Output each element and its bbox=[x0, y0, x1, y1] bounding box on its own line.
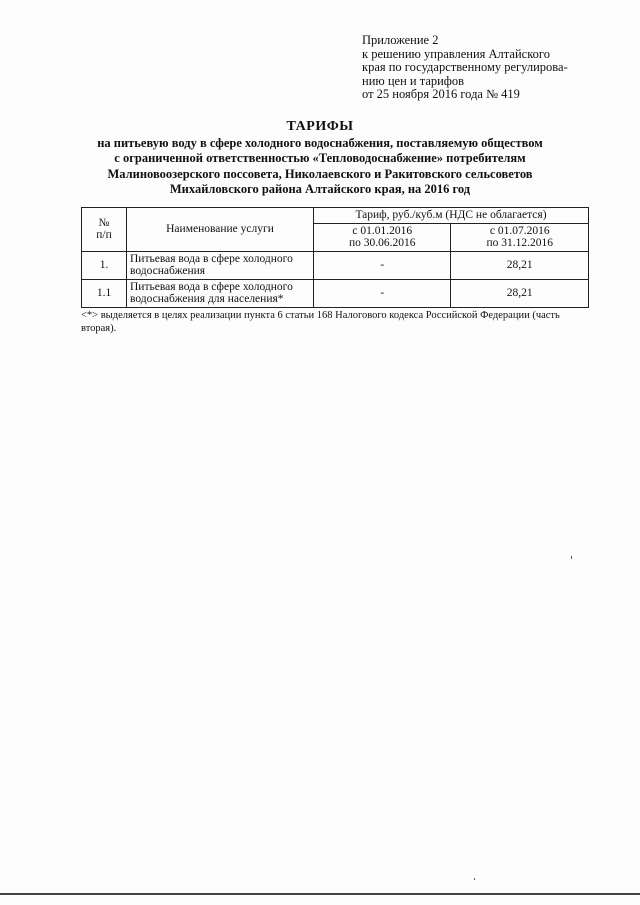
document-title bbox=[60, 118, 580, 197]
header-num: № п/п bbox=[82, 208, 127, 252]
row-service-name: Питьевая вода в сфере холодного водоснабжения bbox=[127, 251, 314, 279]
header-period-1: с 01.01.2016 по 30.06.2016 bbox=[314, 223, 451, 251]
header-tariff: Тариф, руб./куб.м (НДС не облагается) bbox=[314, 208, 589, 224]
table-row bbox=[82, 279, 589, 307]
row-value-period-2: 28,21 bbox=[451, 251, 589, 279]
title-heading: ТАРИФЫ bbox=[286, 119, 354, 134]
table-header-row bbox=[82, 208, 589, 224]
title-line: с ограниченной ответственностью «Тепловодоснабжение» потребителям bbox=[114, 151, 526, 166]
row-value-period-1: - bbox=[314, 279, 451, 307]
appendix-line: нию цен и тарифов bbox=[362, 73, 465, 88]
row-num: 1. bbox=[82, 251, 127, 279]
appendix-block bbox=[362, 34, 568, 102]
appendix-line: от 25 ноября 2016 года № 419 bbox=[362, 87, 520, 101]
row-service-name: Питьевая вода в сфере холодного водоснабжения для населения* bbox=[127, 279, 314, 307]
title-line: на питьевую воду в сфере холодного водоснабжения, поставляемую обществом bbox=[97, 136, 543, 150]
footnote: <*> выделяется в целях реализации пункта 6 статьи 168 Налогового кодекса Российской Федерации (часть вторая). bbox=[81, 310, 560, 334]
table-row bbox=[82, 251, 589, 279]
header-service: Наименование услуги bbox=[127, 208, 314, 252]
header-period-2: с 01.07.2016 по 31.12.2016 bbox=[451, 223, 589, 251]
appendix-line: края по государственному регулирова- bbox=[362, 60, 568, 74]
row-value-period-2: 28,21 bbox=[451, 279, 589, 307]
row-value-period-1: - bbox=[314, 251, 451, 279]
row-num: 1.1 bbox=[82, 279, 127, 307]
title-line: Михайловского района Алтайского края, на 2016 год bbox=[169, 181, 471, 196]
scan-speck bbox=[474, 878, 475, 880]
appendix-line: к решению управления Алтайского bbox=[362, 46, 550, 61]
tariff-table bbox=[81, 207, 589, 308]
scan-speck bbox=[571, 556, 572, 559]
appendix-line: Приложение 2 bbox=[362, 33, 439, 47]
scan-edge-line bbox=[0, 893, 640, 895]
title-line: Малиновоозерского поссовета, Николаевского и Ракитовского сельсоветов bbox=[107, 166, 533, 181]
